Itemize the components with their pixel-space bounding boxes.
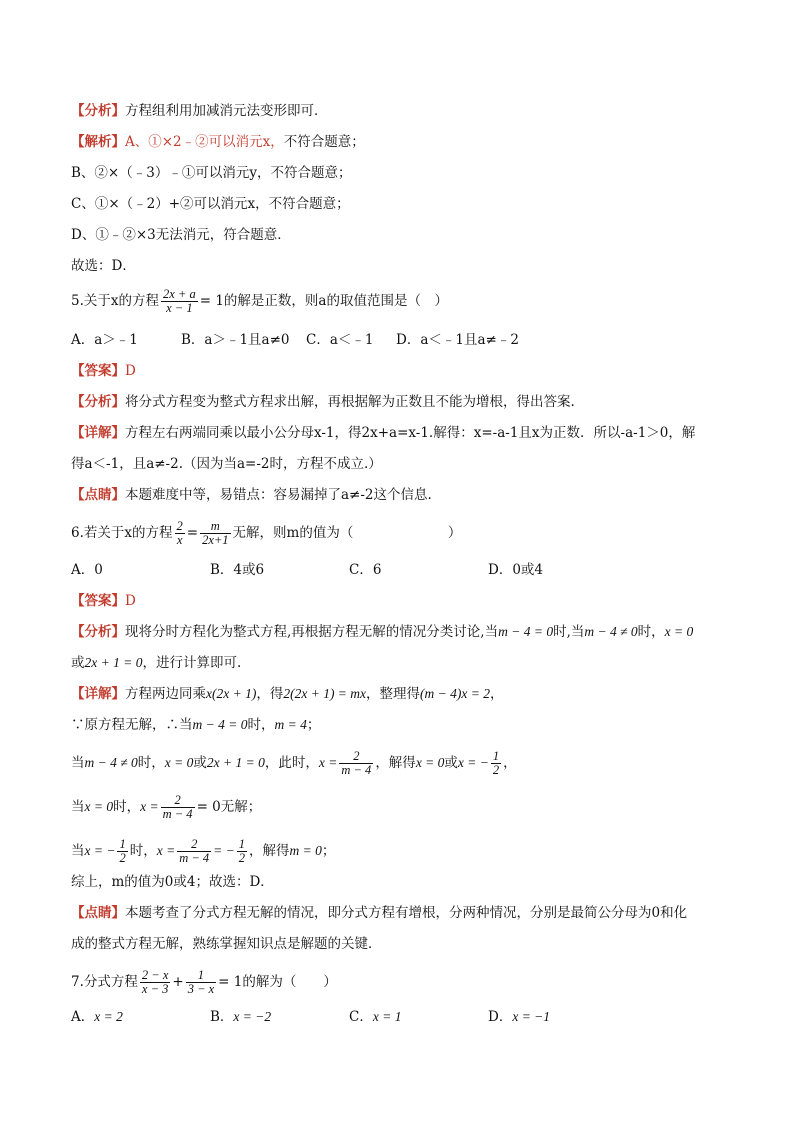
q6-option-a: A．0 xyxy=(71,562,103,578)
q6-line3g: ，此时， xyxy=(264,755,319,771)
q6-option-d: D．0或4 xyxy=(488,562,544,578)
q6-summary-line xyxy=(71,873,274,891)
q7-option-c-label: C． xyxy=(349,1009,373,1025)
q7-num2: 1 xyxy=(186,969,216,983)
q7-fraction-2 xyxy=(186,969,216,996)
q5-fraction xyxy=(161,288,198,315)
tag-solution: 【解析】 xyxy=(71,134,125,150)
q6-post: 无解，则m的值为（ ） xyxy=(232,525,462,541)
q6-analysis-line-2 xyxy=(71,654,241,672)
q5-post: = 1的解是正数，则a的取值范围是（ ） xyxy=(199,293,448,309)
q4-analysis-line xyxy=(71,102,328,120)
q4-step-d: D、①﹣②×3无法消元，符合题意． xyxy=(71,227,291,243)
q5-analysis: 将分式方程变为整式方程求出解，再根据解为正数且不能为增根，得出答案. xyxy=(125,394,575,410)
q6-line3-num2: 1 xyxy=(492,749,500,763)
q6-line4d: x = xyxy=(140,799,159,814)
q6-analysis-1c: 时,当 xyxy=(553,624,585,640)
q6-line2a: ∵原方程无解，∴当 xyxy=(71,717,193,733)
q4-step-c-verdict: 不符合题意； xyxy=(268,196,350,212)
q6-num1: 2 xyxy=(176,519,183,533)
q6-detail-1b: x(2x + 1) xyxy=(206,686,257,701)
q6-line3-den: m − 4 xyxy=(341,763,372,777)
q6-option-c: C．6 xyxy=(349,562,382,578)
q6-line4-fraction xyxy=(161,794,195,821)
q5-point: 本题难度中等，易错点：容易漏掉了a≠-2这个信息. xyxy=(125,487,432,503)
q6-den1: x xyxy=(176,533,183,547)
q6-line2e: ； xyxy=(306,717,321,733)
q5-analysis-line xyxy=(71,393,575,411)
q6-line5-fraction-3 xyxy=(237,838,247,865)
q7-option-c xyxy=(349,1008,488,1026)
q6-summary: 综上，m的值为0或4；故选：D． xyxy=(71,874,274,890)
q6-line3c: 时， xyxy=(137,755,165,771)
q6-line4b: x = 0 xyxy=(84,799,114,814)
q5-option-a: A．a＞﹣1 xyxy=(71,332,138,348)
q6-detail-1f: (m − 4)x = 2 xyxy=(420,686,490,701)
q6-line5-num2: 2 xyxy=(177,838,211,852)
q6-option-b: B．4或6 xyxy=(210,562,265,578)
q6-den2: 2x+1 xyxy=(202,533,229,547)
q6-line2c: 时， xyxy=(247,717,275,733)
q6-analysis-1f: x = 0 xyxy=(664,624,694,639)
tag-analysis: 【分析】 xyxy=(71,103,125,119)
q6-line3b: m − 4 ≠ 0 xyxy=(84,755,138,770)
q4-solution-line-c xyxy=(71,195,350,213)
q5-option-d: D．a＜﹣1且a≠﹣2 xyxy=(396,332,519,348)
q6-detail-line-4 xyxy=(71,794,261,821)
q7-pre: 7.分式方程 xyxy=(71,974,138,990)
q6-detail-1c: ，得 xyxy=(256,686,284,702)
q7-plus: + xyxy=(172,974,184,990)
q6-options xyxy=(71,561,543,579)
q4-step-c: C、①×（﹣2）+②可以消元x， xyxy=(71,196,269,212)
q7-options xyxy=(71,1008,550,1026)
q6-fraction-1 xyxy=(175,520,185,547)
q6-line2b: m − 4 = 0 xyxy=(192,717,248,732)
q7-option-a-value: x = 2 xyxy=(94,1009,123,1024)
q5-options xyxy=(71,331,519,349)
q6-detail-1a: 方程两边同乘 xyxy=(125,686,206,702)
q6-line5-num3: 1 xyxy=(238,837,246,851)
q6-detail-1e: ，整理得 xyxy=(366,686,421,702)
q6-analysis-2c: ，进行计算即可. xyxy=(142,655,242,671)
q6-line4c: 时， xyxy=(113,799,141,815)
q7-question xyxy=(71,969,337,996)
q6-line5-fraction-2 xyxy=(177,838,211,865)
q4-solution-line-a xyxy=(71,133,365,151)
q6-line3e: 或 xyxy=(193,755,207,771)
q6-answer-line xyxy=(71,592,136,610)
q6-line5e: = − xyxy=(213,843,235,858)
q6-line5f: ，解得 xyxy=(249,843,290,859)
q4-choice: 故选：D． xyxy=(71,258,136,274)
q6-point-line-2 xyxy=(71,935,382,953)
q7-num1: 2 − x xyxy=(141,968,169,982)
q6-line5b: x = − xyxy=(84,843,116,858)
tag-detail: 【详解】 xyxy=(71,425,125,441)
q6-line5h: ； xyxy=(321,843,336,859)
q7-option-d xyxy=(488,1008,550,1026)
q6-detail-line-2 xyxy=(71,716,320,734)
q7-option-a xyxy=(71,1008,210,1026)
q7-fraction-1 xyxy=(140,969,170,996)
q6-line3d: x = 0 xyxy=(164,755,194,770)
q6-analysis-1a: 现将分时方程化为整式方程,再根据方程无解的情况分类讨论,当 xyxy=(125,624,499,640)
q6-line3i: ，解得 xyxy=(375,755,416,771)
q5-point-line xyxy=(71,486,432,504)
q7-option-c-value: x = 1 xyxy=(372,1009,402,1024)
q6-line5-den: 2 xyxy=(119,851,126,865)
q6-line3h: x = xyxy=(318,755,338,770)
q4-solution-line-d xyxy=(71,226,291,244)
q6-line3f: 2x + 1 = 0 xyxy=(206,755,265,770)
q6-analysis-2b: 2x + 1 = 0 xyxy=(84,655,143,670)
q6-answer: D xyxy=(125,593,136,609)
q6-line5a: 当 xyxy=(71,843,85,859)
q6-detail-1d: 2(2x + 1) = mx xyxy=(283,686,367,701)
q5-detail-line-2 xyxy=(71,455,382,473)
q6-line4-num: 2 xyxy=(161,794,195,808)
q6-point-1: 本题考查了分式方程无解的情况，即分式方程有增根，分两种情况，分别是最简公分母为0和化 xyxy=(125,905,688,921)
tag-analysis: 【分析】 xyxy=(71,394,125,410)
q6-line3a: 当 xyxy=(71,755,85,771)
q6-eq: = xyxy=(186,525,199,541)
q6-line5-num: 1 xyxy=(119,837,126,851)
q4-analysis-text: 方程组利用加减消元法变形即可． xyxy=(125,103,328,119)
q6-line5g: m = 0 xyxy=(289,843,322,858)
q5-option-b: B．a＞﹣1且a≠0 xyxy=(181,332,290,348)
tag-answer: 【答案】 xyxy=(71,593,125,609)
q5-option-c: C．a＜﹣1 xyxy=(306,332,374,348)
q7-den1: x − 3 xyxy=(141,982,169,996)
q6-question xyxy=(71,520,461,547)
q5-num: 2x + a xyxy=(163,287,196,301)
q6-line3-fraction xyxy=(339,750,373,777)
q4-solution-line-b xyxy=(71,164,351,182)
q6-line4-den: m − 4 xyxy=(162,807,193,821)
q7-option-b-value: x = −2 xyxy=(233,1009,272,1024)
q6-fraction-2 xyxy=(200,520,230,547)
q6-detail-1g: ， xyxy=(490,686,504,702)
q4-step-a: A、①×2﹣②可以消元x， xyxy=(125,134,284,150)
q7-den2: 3 − x xyxy=(187,982,215,996)
q6-point-line-1 xyxy=(71,904,687,922)
q6-analysis-2a: 或 xyxy=(71,655,85,671)
q6-detail-line-5 xyxy=(71,838,335,865)
q6-analysis-1d: m − 4 ≠ 0 xyxy=(584,624,638,639)
q6-line5-den2: m − 4 xyxy=(179,851,210,865)
q7-option-d-value: x = −1 xyxy=(512,1009,551,1024)
q6-line5c: 时， xyxy=(129,843,157,859)
q5-den: x − 1 xyxy=(166,301,193,315)
tag-detail: 【详解】 xyxy=(71,686,125,702)
q6-analysis-1e: 时， xyxy=(637,624,665,640)
q6-line5d: x = xyxy=(156,843,176,858)
q7-post: = 1的解为（ ） xyxy=(218,974,337,990)
q6-line3-den2: 2 xyxy=(492,763,500,777)
q5-question xyxy=(71,288,448,315)
tag-answer: 【答案】 xyxy=(71,363,125,379)
q6-analysis-line-1 xyxy=(71,623,693,641)
q5-detail-line-1 xyxy=(71,424,695,442)
q6-line4e: = 0无解； xyxy=(196,799,262,815)
q6-line3-num: 2 xyxy=(339,750,373,764)
q6-analysis-1b: m − 4 = 0 xyxy=(498,624,554,639)
q7-option-d-label: D． xyxy=(488,1009,513,1025)
q4-step-b-verdict: 不符合题意； xyxy=(270,165,352,181)
q6-line2d: m = 4 xyxy=(274,717,307,732)
q4-choice-line xyxy=(71,257,136,275)
q5-pre: 5.关于x的方程 xyxy=(71,293,159,309)
q4-step-b: B、②×（﹣3）﹣①可以消元y， xyxy=(71,165,271,181)
q7-option-b xyxy=(210,1008,349,1026)
q5-detail-2: 得a＜-1，且a≠-2.（因为当a=-2时，方程不成立.） xyxy=(71,456,382,472)
q6-line3-fraction-2 xyxy=(491,750,501,777)
q6-line4a: 当 xyxy=(71,799,85,815)
q6-line5-den3: 2 xyxy=(238,851,246,865)
q6-detail-line-3 xyxy=(71,750,517,777)
q7-option-b-label: B． xyxy=(210,1009,234,1025)
q5-answer-line xyxy=(71,362,136,380)
q6-num2: m xyxy=(200,520,230,534)
q4-step-a-verdict: 不符合题意； xyxy=(283,134,365,150)
q5-detail-1: 方程左右两端同乘以最小公分母x-1，得2x+a=x-1.解得：x=-a-1且x为正数．所以-a-1＞0，解 xyxy=(125,425,696,441)
tag-point: 【点睛】 xyxy=(71,487,125,503)
q6-line3m: ， xyxy=(503,755,517,771)
q6-line5-fraction xyxy=(117,838,127,865)
q6-line3l: x = − xyxy=(457,755,489,770)
q7-option-a-label: A． xyxy=(71,1009,95,1025)
q5-answer: D xyxy=(125,363,136,379)
tag-point: 【点睛】 xyxy=(71,905,125,921)
q6-line3j: x = 0 xyxy=(415,755,445,770)
q6-detail-line-1 xyxy=(71,685,504,703)
q6-pre: 6.若关于x的方程 xyxy=(71,525,173,541)
q6-line3k: 或 xyxy=(444,755,458,771)
tag-analysis: 【分析】 xyxy=(71,624,125,640)
q6-point-2: 成的整式方程无解，熟练掌握知识点是解题的关键． xyxy=(71,936,382,952)
